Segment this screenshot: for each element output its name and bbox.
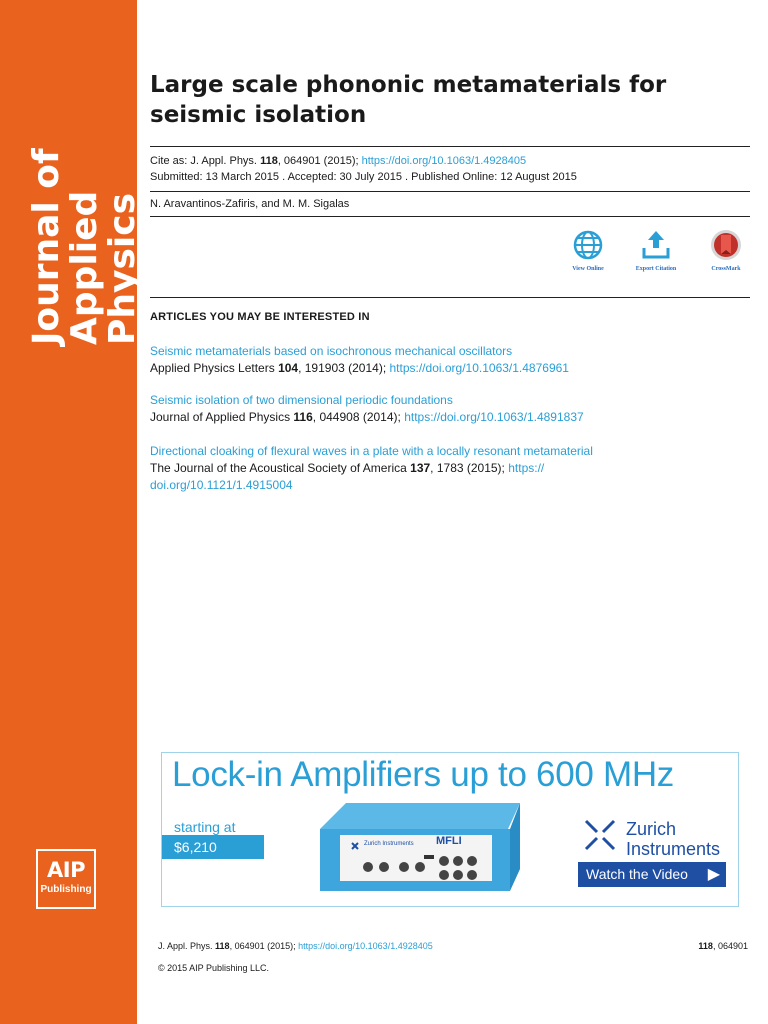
device-brand-text: Zurich Instruments <box>364 841 414 847</box>
cite-rest: , 064901 (2015); <box>277 155 362 167</box>
ad-headline: Lock-in Amplifiers up to 600 MHz <box>172 755 675 794</box>
related-articles-heading: ARTICLES YOU MAY BE INTERESTED IN <box>150 311 370 323</box>
export-citation-label: Export Citation <box>635 266 677 272</box>
view-online-label: View Online <box>572 266 604 272</box>
cite-prefix: Cite as: J. Appl. Phys. <box>150 155 261 167</box>
brand-name <box>626 819 720 859</box>
aip-publishing-logo[interactable] <box>36 849 96 909</box>
export-icon <box>626 228 686 262</box>
crossmark-icon <box>696 228 756 262</box>
source-name: The Journal of the Acoustical Society of America <box>150 461 411 475</box>
related-article-doi-link[interactable]: https:// <box>508 461 545 475</box>
divider <box>150 297 750 298</box>
brand-name-line1: Zurich <box>626 819 677 839</box>
article-doi-link[interactable]: https://doi.org/10.1063/1.4928405 <box>361 155 527 167</box>
page-volume: 118 <box>698 941 713 951</box>
aip-logo-text: AIP <box>47 858 85 882</box>
view-online-button[interactable] <box>558 228 618 272</box>
watch-video-button[interactable] <box>578 862 726 887</box>
journal-name <box>28 45 142 345</box>
ad-price: $6,210 <box>162 835 264 859</box>
divider <box>150 216 750 217</box>
related-article-doi-link-cont[interactable]: doi.org/10.1121/1.4915004 <box>150 478 293 492</box>
footer-cite-prefix: J. Appl. Phys. <box>158 941 216 951</box>
footer-doi-link[interactable]: https://doi.org/10.1063/1.4928405 <box>298 941 433 951</box>
crossmark-label: CrossMark <box>711 266 741 272</box>
source-rest: , 044908 (2014); <box>312 410 405 424</box>
footer-volume: 118 <box>215 941 230 951</box>
related-article-title-link[interactable]: Seismic isolation of two dimensional periodic foundations <box>150 393 453 407</box>
related-article-doi-link[interactable]: https://doi.org/10.1063/1.4876961 <box>389 361 569 375</box>
related-article-title-link[interactable]: Directional cloaking of flexural waves in a plate with a locally resonant metamaterial <box>150 444 593 458</box>
advertisement-banner[interactable] <box>161 752 739 907</box>
article-tools <box>558 228 758 278</box>
footer-citation <box>158 941 433 951</box>
play-icon: ▶ <box>707 866 720 883</box>
related-article <box>150 392 740 426</box>
zurich-instruments-logo <box>576 813 736 863</box>
ad-starting-label: starting at <box>174 819 236 835</box>
related-article-doi-link[interactable]: https://doi.org/10.1063/1.4891837 <box>404 410 584 424</box>
source-name: Applied Physics Letters <box>150 361 279 375</box>
page-number <box>698 941 748 951</box>
crossmark-button[interactable] <box>696 228 756 272</box>
brand-name-line2: Instruments <box>626 839 721 859</box>
related-article-title-link[interactable]: Seismic metamaterials based on isochronous mechanical oscillators <box>150 344 513 358</box>
source-volume: 104 <box>278 361 299 375</box>
export-citation-button[interactable] <box>626 228 686 272</box>
journal-name-line1: Journal of <box>26 148 67 345</box>
watch-video-label: Watch the Video <box>586 866 688 882</box>
journal-name-line2: Applied Physics <box>64 190 143 345</box>
copyright: © 2015 AIP Publishing LLC. <box>158 963 270 973</box>
zurich-instruments-icon <box>580 815 620 855</box>
article-title: Large scale phononic metamaterials for seismic isolation <box>150 72 667 128</box>
citation-line <box>150 153 526 169</box>
divider <box>150 146 750 147</box>
related-article-source <box>150 460 740 477</box>
related-article-source <box>150 360 740 377</box>
page-rest: , 064901 <box>712 941 748 951</box>
cite-volume: 118 <box>260 155 278 167</box>
globe-icon <box>558 228 618 262</box>
related-article <box>150 343 740 377</box>
aip-logo-subtext: Publishing <box>40 884 92 895</box>
footer-cite-rest: , 064901 (2015); <box>229 941 299 951</box>
authors: N. Aravantinos-Zafiris, and M. M. Sigalas <box>150 198 350 210</box>
publication-dates: Submitted: 13 March 2015 . Accepted: 30 July 2015 . Published Online: 12 August 2015 <box>150 171 577 183</box>
divider <box>150 191 750 192</box>
source-rest: , 191903 (2014); <box>298 361 390 375</box>
journal-sidebar <box>0 0 143 1024</box>
source-volume: 116 <box>293 410 313 424</box>
source-rest: , 1783 (2015); <box>430 461 509 475</box>
source-name: Journal of Applied Physics <box>150 410 294 424</box>
lock-in-amplifier-device-image <box>312 795 522 901</box>
source-volume: 137 <box>410 461 431 475</box>
related-article <box>150 443 740 494</box>
related-article-source <box>150 409 740 426</box>
device-model-text: MFLI <box>436 835 462 847</box>
